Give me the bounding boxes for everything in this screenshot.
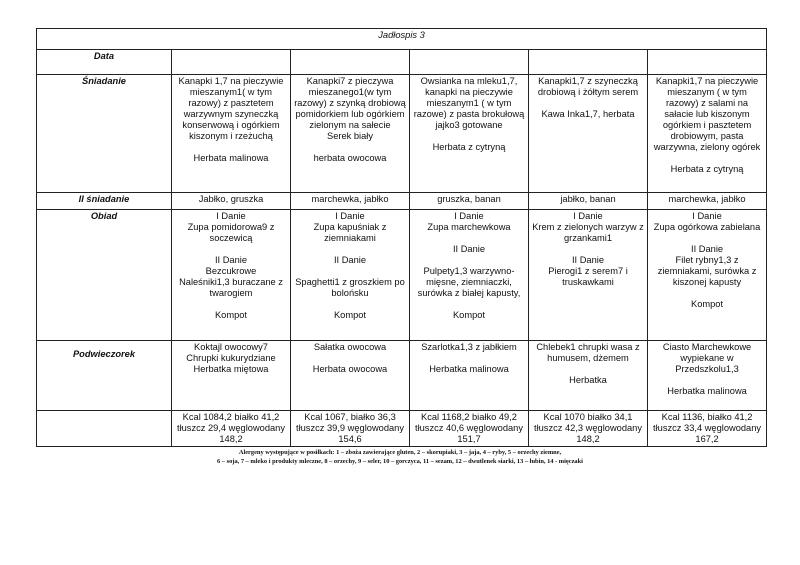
obiad-day-3: I Danie Zupa marchewkowa II Danie Pulpety1,3 warzywno-mięsne, ziemniaczki, surówka z białej kapusty, Kompot <box>410 210 529 341</box>
allergen-legend-line-2: 6 – soja, 7 – mleko i produkty mleczne, 8 – orzechy, 9 – seler, 10 – gorczyca, 11 – sezam, 12 – dwutlenek siarki, 13 – łubin, 14 - mięczaki <box>217 458 583 465</box>
nutrition-label-empty <box>37 411 172 447</box>
ii-sniadanie-label: II śniadanie <box>37 193 172 210</box>
obiad-day-1: I Danie Zupa pomidorowa9 z soczewicą II Danie Bezcukrowe Naleśniki1,3 buraczane z twarogiem Kompot <box>172 210 291 341</box>
sniadanie-label: Śniadanie <box>37 75 172 193</box>
date-cell <box>410 50 529 75</box>
sniadanie-day-5: Kanapki1,7 na pieczywie mieszanym ( w tym razowy) z salami na sałacie lub kiszonym ogórkiem i pasztetem drobiowym, pasta warzywna, zielony ogórek Herbata z cytryną <box>648 75 767 193</box>
nutrition-day-2: Kcal 1067, białko 36,3 tłuszcz 39,9 węglowodany 154,6 <box>291 411 410 447</box>
date-cell <box>648 50 767 75</box>
allergen-legend <box>120 448 680 466</box>
date-cell <box>291 50 410 75</box>
obiad-row <box>37 210 767 341</box>
obiad-label: Obiad <box>37 210 172 341</box>
ii-sniadanie-day-2: marchewka, jabłko <box>291 193 410 210</box>
obiad-day-2: I Danie Zupa kapuśniak z ziemniakami II Danie Spaghetti1 z groszkiem po bolońsku Kompot <box>291 210 410 341</box>
obiad-day-4: I Danie Krem z zielonych warzyw z grzankami1 II Danie Pierogi1 z serem7 i truskawkami <box>529 210 648 341</box>
date-row <box>37 50 767 75</box>
allergen-legend-line-1: Alergeny występujące w posiłkach: 1 – zboża zawierające gluten, 2 – skorupiaki, 3 – jaja, 4 – ryby, 5 – orzechy ziemne, <box>238 449 562 456</box>
nutrition-day-3: Kcal 1168,2 białko 49,2 tłuszcz 40,6 węglowodany 151,7 <box>410 411 529 447</box>
date-cell <box>529 50 648 75</box>
podwieczorek-day-4: Chlebek1 chrupki wasa z humusem, dżemem Herbatka <box>529 341 648 411</box>
podwieczorek-day-5: Ciasto Marchewkowe wypiekane w Przedszkolu1,3 Herbatka malinowa <box>648 341 767 411</box>
menu-title: Jadłospis 3 <box>37 29 767 50</box>
podwieczorek-row <box>37 341 767 411</box>
nutrition-row <box>37 411 767 447</box>
title-row <box>37 29 767 50</box>
date-row-label: Data <box>37 50 172 75</box>
podwieczorek-label: Podwieczorek <box>37 341 172 411</box>
sniadanie-day-2: Kanapki7 z pieczywa mieszanego1(w tym razowy) z szynką drobiową pomidorkiem lub ogórkiem zielonym na sałecie Serek biały herbata owocowa <box>291 75 410 193</box>
sniadanie-day-3: Owsianka na mleku1,7, kanapki na pieczywie mieszanym1 ( w tym razowe) z pasta brokułową jajko3 gotowane Herbata z cytryną <box>410 75 529 193</box>
sniadanie-day-1: Kanapki 1,7 na pieczywie mieszanym1( w tym razowy) z pasztetem warzywnym szyneczką konserwową i ogórkiem kiszonym i rzeżuchą Herbata malinowa <box>172 75 291 193</box>
podwieczorek-day-1: Koktajl owocowy7 Chrupki kukurydziane Herbatka miętowa <box>172 341 291 411</box>
ii-sniadanie-day-1: Jabłko, gruszka <box>172 193 291 210</box>
date-cell <box>172 50 291 75</box>
sniadanie-row <box>37 75 767 193</box>
ii-sniadanie-day-4: jabłko, banan <box>529 193 648 210</box>
podwieczorek-day-3: Szarlotka1,3 z jabłkiem Herbatka malinowa <box>410 341 529 411</box>
nutrition-day-4: Kcal 1070 białko 34,1 tłuszcz 42,3 węglowodany 148,2 <box>529 411 648 447</box>
nutrition-day-1: Kcal 1084,2 białko 41,2 tłuszcz 29,4 węglowodany 148,2 <box>172 411 291 447</box>
menu-table <box>36 28 767 447</box>
ii-sniadanie-day-5: marchewka, jabłko <box>648 193 767 210</box>
nutrition-day-5: Kcal 1136, białko 41,2 tłuszcz 33,4 węglowodany 167,2 <box>648 411 767 447</box>
podwieczorek-day-2: Sałatka owocowa Herbata owocowa <box>291 341 410 411</box>
ii-sniadanie-row <box>37 193 767 210</box>
obiad-day-5: I Danie Zupa ogórkowa zabielana II Danie Filet rybny1,3 z ziemniakami, surówka z kiszonej kapusty Kompot <box>648 210 767 341</box>
sniadanie-day-4: Kanapki1,7 z szyneczką drobiową i żółtym serem Kawa Inka1,7, herbata <box>529 75 648 193</box>
ii-sniadanie-day-3: gruszka, banan <box>410 193 529 210</box>
